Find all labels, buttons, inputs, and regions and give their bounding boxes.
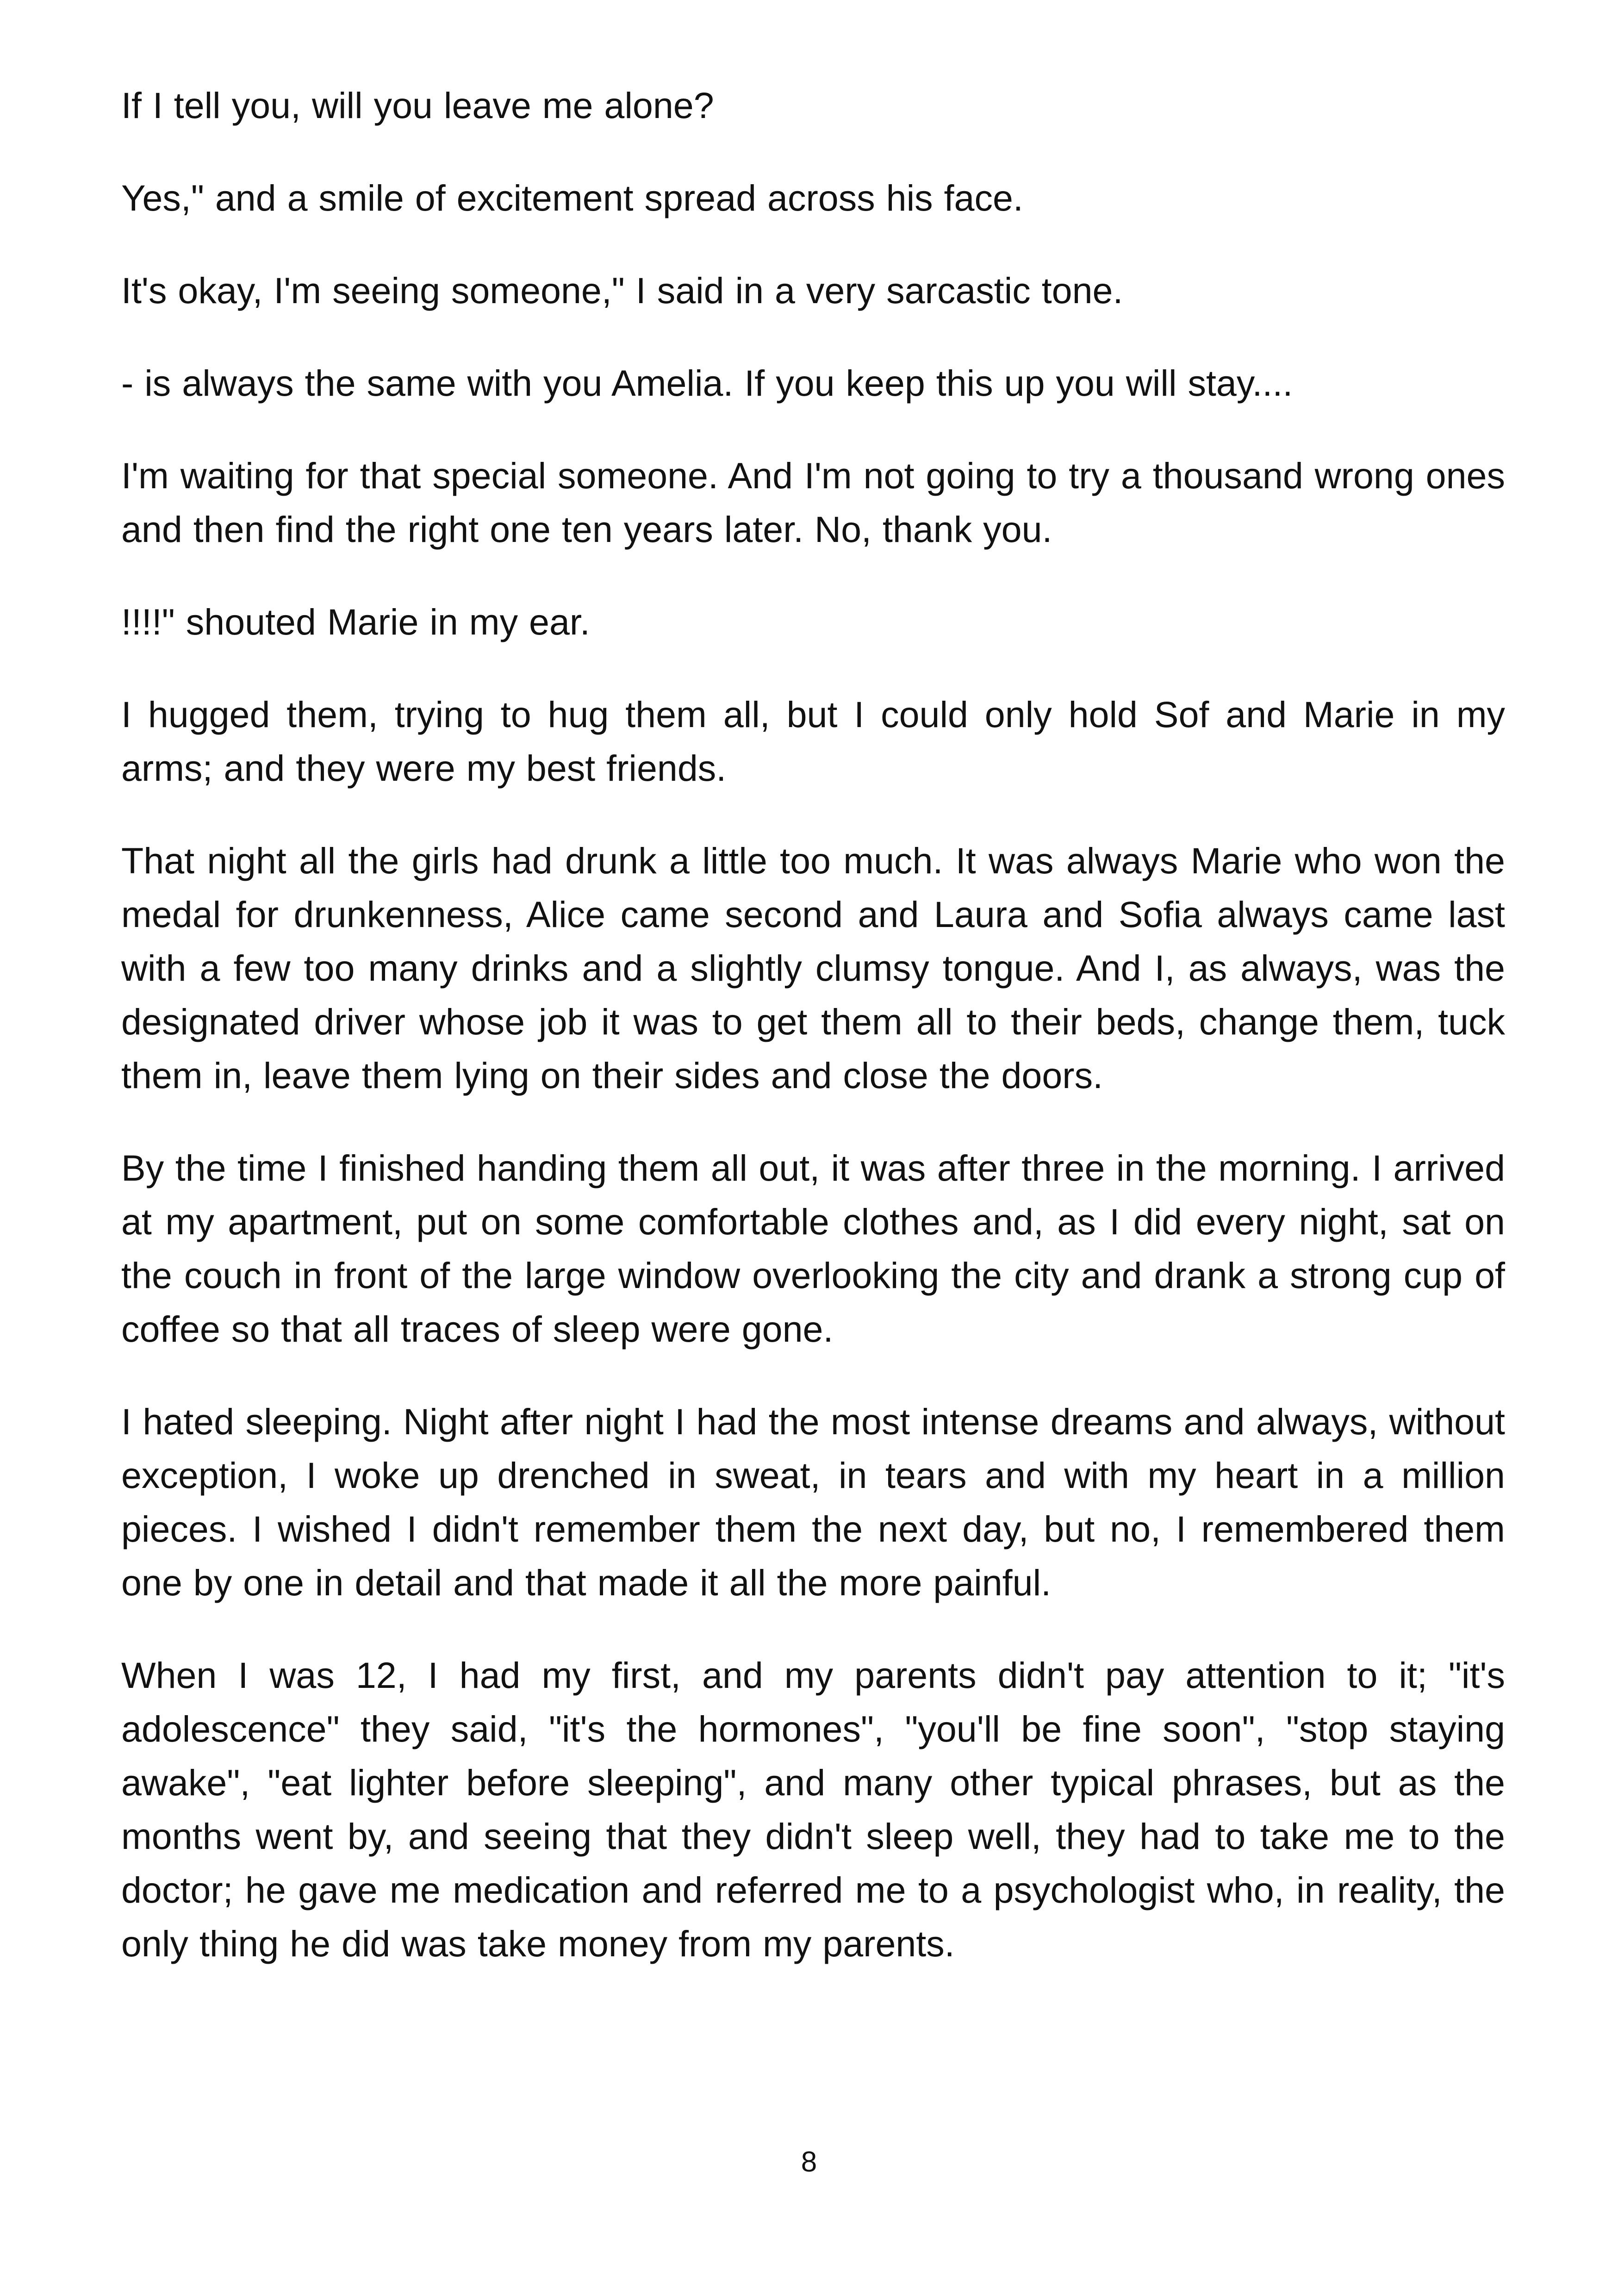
- page-number: 8: [801, 2146, 817, 2178]
- paragraph-8: That night all the girls had drunk a little too much. It was always Marie who won the medal for drunkenness, Alice came second and Laura and Sofia always came last with a few too many drinks and a slightly clumsy tongue. And I, as always, was the designated driver whose job it was to get them all to their beds, change them, tuck them in, leave them lying on their sides and close the doors.: [121, 840, 1505, 1096]
- paragraph-11: When I was 12, I had my first, and my parents didn't pay attention to it; "it's adolescence" they said, "it's the hormones", "you'll be fine soon", "stop staying awake", "eat lighter before sleeping", and many other typical phrases, but as the months went by, and seeing that they didn't sleep well, they had to take me to the doctor; he gave me medication and referred me to a psychologist who, in reality, the only thing he did was take money from my parents.: [121, 1655, 1505, 1964]
- paragraph-7: I hugged them, trying to hug them all, but I could only hold Sof and Marie in my arms; and they were my best friends.: [121, 694, 1505, 789]
- paragraph-3: It's okay, I'm seeing someone," I said in a very sarcastic tone.: [121, 270, 1123, 311]
- paragraph-6: !!!!" shouted Marie in my ear.: [121, 601, 590, 642]
- paragraph-10: I hated sleeping. Night after night I had the most intense dreams and always, without exception, I woke up drenched in sweat, in tears and with my heart in a million pieces. I wished I didn't remember them the next day, but no, I remembered them one by one in detail and that made it all the more painful.: [121, 1401, 1505, 1603]
- paragraph-9: By the time I finished handing them all out, it was after three in the morning. I arrived at my apartment, put on some comfortable clothes and, as I did every night, sat on the couch in front of the large window overlooking the city and drank a strong cup of coffee so that all traces of sleep were gone.: [121, 1147, 1505, 1350]
- paragraph-5: I'm waiting for that special someone. And I'm not going to try a thousand wrong ones and then find the right one ten years later. No, thank you.: [121, 455, 1505, 550]
- paragraph-1: If I tell you, will you leave me alone?: [121, 85, 714, 126]
- paragraph-2: Yes," and a smile of excitement spread across his face.: [121, 177, 1023, 218]
- paragraph-4: - is always the same with you Amelia. If you keep this up you will stay....: [121, 362, 1293, 404]
- page-body: [121, 79, 1505, 2010]
